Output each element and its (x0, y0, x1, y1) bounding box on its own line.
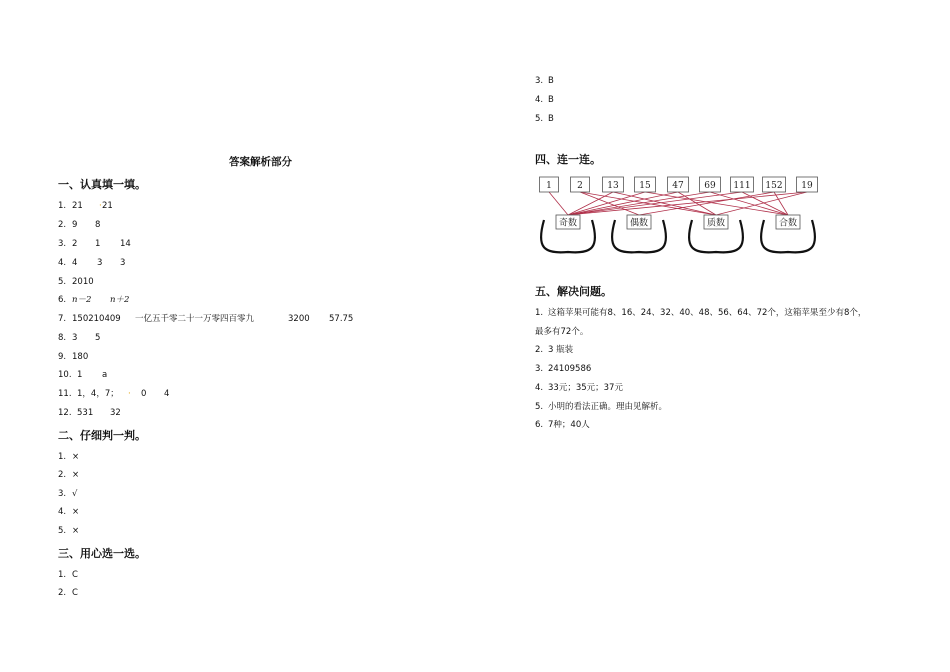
page-title: 答案解析部分 (229, 156, 292, 168)
category-label: 偶数 (629, 218, 649, 229)
number-label: 2 (577, 181, 583, 191)
number-label: 47 (672, 181, 684, 191)
number-label: 111 (733, 181, 751, 191)
number-label: 19 (801, 181, 813, 191)
category-label: 奇数 (558, 218, 578, 229)
number-label: 15 (639, 181, 651, 191)
number-label: 13 (607, 181, 619, 191)
match-line (639, 192, 774, 215)
section-1-heading: 一、认真填一填。 (58, 178, 146, 191)
section-5-heading: 五、解决问题。 (535, 285, 612, 298)
category-label: 质数 (706, 218, 726, 229)
match-line (549, 192, 568, 215)
category-label: 合数 (778, 218, 798, 229)
number-label: 69 (704, 181, 716, 191)
section-3-heading: 三、用心选一选。 (58, 547, 146, 560)
matching-diagram (530, 170, 830, 260)
section-2-heading: 二、仔细判一判。 (58, 429, 146, 442)
number-label: 1 (546, 181, 552, 191)
number-label: 152 (765, 181, 783, 191)
section-4-heading: 四、连一连。 (535, 153, 601, 166)
match-line (716, 192, 807, 215)
